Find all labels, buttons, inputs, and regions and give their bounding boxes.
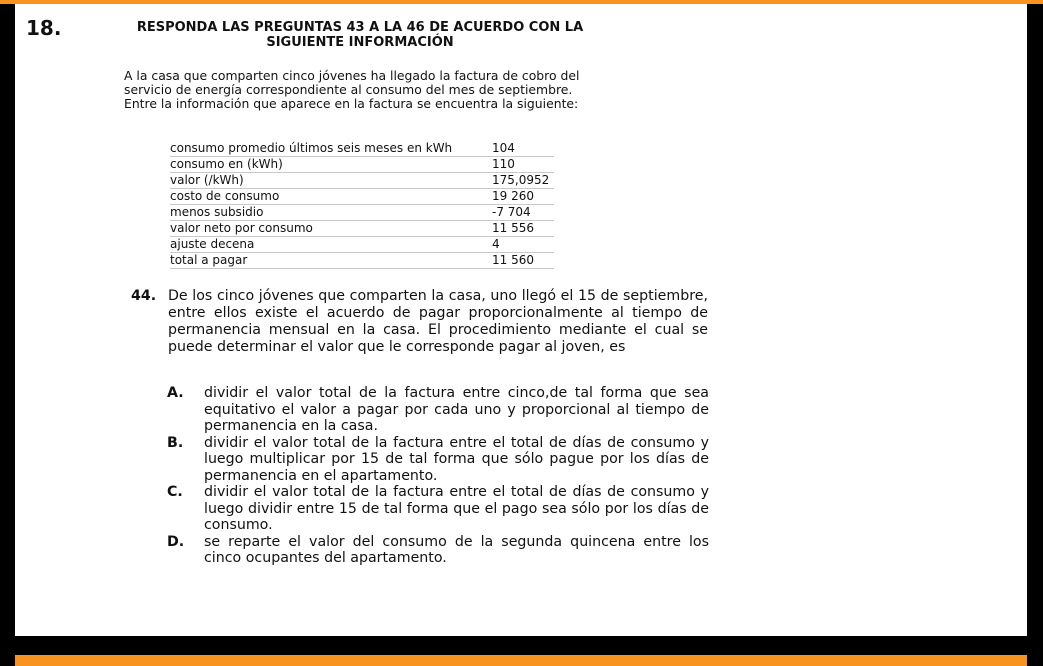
intro-line-2: servicio de energía correspondiente al consumo del mes de septiembre. (124, 82, 573, 97)
bill-value: 175,0952 (492, 173, 554, 189)
option-text: dividir el valor total de la factura entre el total de días de consumo y luego multiplicar por 15 de tal forma que sólo pague por los días de permanencia en el apartamento. (204, 434, 709, 484)
option-c[interactable] (167, 484, 709, 534)
option-letter: B. (167, 434, 184, 451)
option-text: dividir el valor total de la factura entre el total de días de consumo y luego dividir entre 15 de tal forma que el pago sea sólo por los días de consumo. (204, 484, 709, 533)
document-page (15, 4, 1027, 636)
intro-line-1: A la casa que comparten cinco jóvenes ha llegado la factura de cobro del (124, 68, 580, 83)
table-row (170, 237, 554, 253)
answer-options (167, 385, 709, 567)
table-row (170, 141, 554, 157)
bill-label: valor neto por consumo (170, 221, 492, 237)
table-row (170, 253, 554, 269)
bill-label: consumo en (kWh) (170, 157, 492, 173)
instructions-heading (110, 20, 610, 50)
intro-paragraph (124, 69, 606, 111)
option-a[interactable] (167, 385, 709, 435)
bill-table (170, 141, 554, 269)
option-d[interactable] (167, 534, 709, 567)
table-row (170, 173, 554, 189)
bill-label: costo de consumo (170, 189, 492, 205)
bill-label: total a pagar (170, 253, 492, 269)
table-row (170, 157, 554, 173)
bill-label: valor (/kWh) (170, 173, 492, 189)
table-row (170, 221, 554, 237)
bill-value: 4 (492, 237, 554, 253)
heading-line-1: RESPONDA LAS PREGUNTAS 43 A LA 46 DE ACUERDO CON LA (136, 20, 584, 35)
bill-value: 19 260 (492, 189, 554, 205)
bill-value: 11 556 (492, 221, 554, 237)
option-letter: A. (167, 385, 184, 401)
option-text: se reparte el valor del consumo de la segunda quincena entre los cinco ocupantes del apartamento. (204, 533, 709, 566)
bill-value: 110 (492, 157, 554, 173)
bottom-accent-bar (15, 655, 1027, 666)
question-text: De los cinco jóvenes que comparten la casa, uno llegó el 15 de septiembre, entre ellos existe el acuerdo de pagar proporcionalmente al tiempo de permanencia mensual en la casa. El procedimiento mediante el cual se puede determinar el valor que le corresponde pagar al joven, es (168, 288, 708, 355)
intro-line-3: Entre la información que aparece en la factura se encuentra la siguiente: (124, 96, 579, 111)
option-b[interactable] (167, 435, 709, 485)
table-row (170, 205, 554, 221)
table-row (170, 189, 554, 205)
bill-value: -7 704 (492, 205, 554, 221)
bill-label: consumo promedio últimos seis meses en kWh (170, 141, 492, 157)
option-letter: D. (167, 533, 185, 550)
heading-line-2: SIGUIENTE INFORMACIÓN (266, 35, 454, 50)
bill-label: ajuste decena (170, 237, 492, 253)
bill-label: menos subsidio (170, 205, 492, 221)
bill-value: 104 (492, 141, 554, 157)
question-number: 44. (131, 288, 157, 304)
option-letter: C. (167, 484, 183, 500)
option-text: dividir el valor total de la factura entre cinco,de tal forma que sea equitativo el valor a pagar por cada uno y proporcional al tiempo de permanencia en la casa. (204, 385, 709, 434)
question-44 (131, 288, 708, 356)
question-group-number: 18. (26, 16, 62, 40)
bill-value: 11 560 (492, 253, 554, 269)
